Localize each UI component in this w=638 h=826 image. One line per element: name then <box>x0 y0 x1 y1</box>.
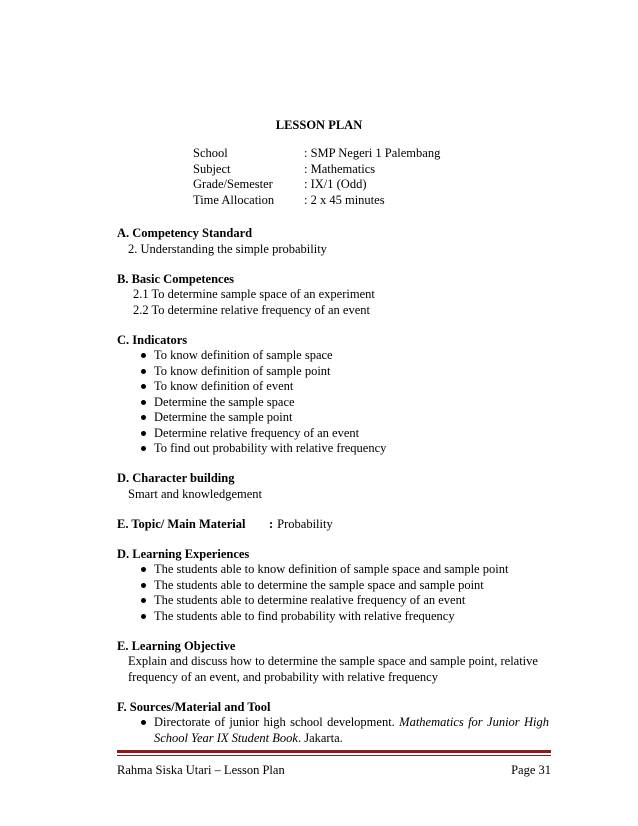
list-item <box>135 348 549 364</box>
info-label: Grade/Semester <box>193 177 273 192</box>
indicator-list <box>117 348 549 457</box>
section-text: Explain and discuss how to determine the sample space and sample point, relative frequency of an event, and probability with relative frequency <box>128 654 538 684</box>
section-heading: C. Indicators <box>117 332 188 347</box>
info-label: Subject <box>193 161 231 176</box>
list-item-text: Determine the sample space <box>154 394 295 409</box>
info-value: : IX/1 (Odd) <box>304 177 367 192</box>
info-label: School <box>193 146 228 160</box>
section-text: 2. Understanding the simple probability <box>128 241 327 256</box>
sources-list <box>117 715 549 746</box>
info-label: Time Allocation <box>193 192 275 207</box>
list-item <box>135 715 549 746</box>
bullet-icon <box>141 567 146 572</box>
page-footer <box>117 763 551 779</box>
source-text-end: . Jakarta. <box>297 730 343 745</box>
list-item-text: To know definition of sample point <box>154 363 331 378</box>
info-row-subject <box>193 162 440 178</box>
list-item-text: Determine the sample point <box>154 410 293 424</box>
section-text: Smart and knowledgement <box>128 486 262 501</box>
list-item <box>135 395 549 411</box>
bullet-icon <box>141 415 146 420</box>
list-item <box>135 410 549 426</box>
list-item: 2.2 To determine relative frequency of an event <box>133 302 370 317</box>
section-learning-objective <box>117 639 549 686</box>
section-character-building <box>117 471 549 502</box>
topic-value: Probability <box>277 516 333 531</box>
info-value: : Mathematics <box>304 161 376 176</box>
section-topic <box>117 517 549 533</box>
footer-divider-thin <box>117 755 551 756</box>
section-heading: E. Learning Objective <box>117 638 236 653</box>
list-item-text: The students able to find probability with relative frequency <box>154 608 455 623</box>
section-indicators <box>117 333 549 457</box>
info-row-grade <box>193 177 440 193</box>
experience-list <box>117 562 549 624</box>
bullet-icon <box>141 400 146 405</box>
list-item <box>135 441 549 457</box>
source-text: Directorate of junior high school development. <box>154 715 400 729</box>
bullet-icon <box>141 384 146 389</box>
list-item <box>135 562 549 578</box>
bullet-icon <box>141 353 146 358</box>
source-book-title: Mathematics for Junior High School Year IX Student Book <box>154 715 550 745</box>
info-table <box>193 146 440 208</box>
bullet-icon <box>141 369 146 374</box>
section-heading: F. Sources/Material and Tool <box>117 699 271 714</box>
list-item <box>135 379 549 395</box>
list-item-text: To know definition of event <box>154 379 294 393</box>
bullet-icon <box>141 583 146 588</box>
section-heading: B. Basic Competences <box>117 271 234 286</box>
list-item-text: The students able to know definition of sample space and sample point <box>154 562 509 576</box>
list-item <box>135 578 549 594</box>
topic-row <box>117 517 549 533</box>
list-item <box>135 593 549 609</box>
list-item-text: Determine relative frequency of an event <box>154 425 360 440</box>
info-value: : 2 x 45 minutes <box>304 192 385 207</box>
list-item-text: The students able to determine realative frequency of an event <box>154 593 466 607</box>
footer-author: Rahma Siska Utari – Lesson Plan <box>117 763 285 777</box>
section-heading: A. Competency Standard <box>117 226 253 240</box>
section-competency <box>117 226 549 257</box>
section-basic-competences <box>117 272 549 319</box>
section-heading: D. Character building <box>117 471 235 485</box>
section-learning-experiences <box>117 547 549 625</box>
list-item <box>135 364 549 380</box>
bullet-icon <box>141 446 146 451</box>
section-heading: D. Learning Experiences <box>117 546 250 561</box>
topic-colon: : <box>269 516 274 531</box>
bullet-icon <box>141 720 146 725</box>
bullet-icon <box>141 431 146 436</box>
list-item <box>135 609 549 625</box>
list-item-text: To find out probability with relative frequency <box>154 441 387 455</box>
bullet-icon <box>141 598 146 603</box>
list-item: 2.1 To determine sample space of an experiment <box>133 287 375 301</box>
bullet-icon <box>141 614 146 619</box>
page-title: LESSON PLAN <box>275 118 363 132</box>
document-body <box>117 226 549 761</box>
footer-divider-thick <box>117 750 551 753</box>
list-item-text: The students able to determine the sample space and sample point <box>154 577 484 592</box>
section-sources <box>117 700 549 747</box>
info-value: : SMP Negeri 1 Palembang <box>304 146 441 160</box>
info-row-school <box>193 146 440 162</box>
list-item <box>135 426 549 442</box>
info-row-time <box>193 193 440 209</box>
list-item-text: To know definition of sample space <box>154 348 333 362</box>
page-number: Page 31 <box>511 763 551 777</box>
section-heading: E. Topic/ Main Material <box>117 516 246 531</box>
